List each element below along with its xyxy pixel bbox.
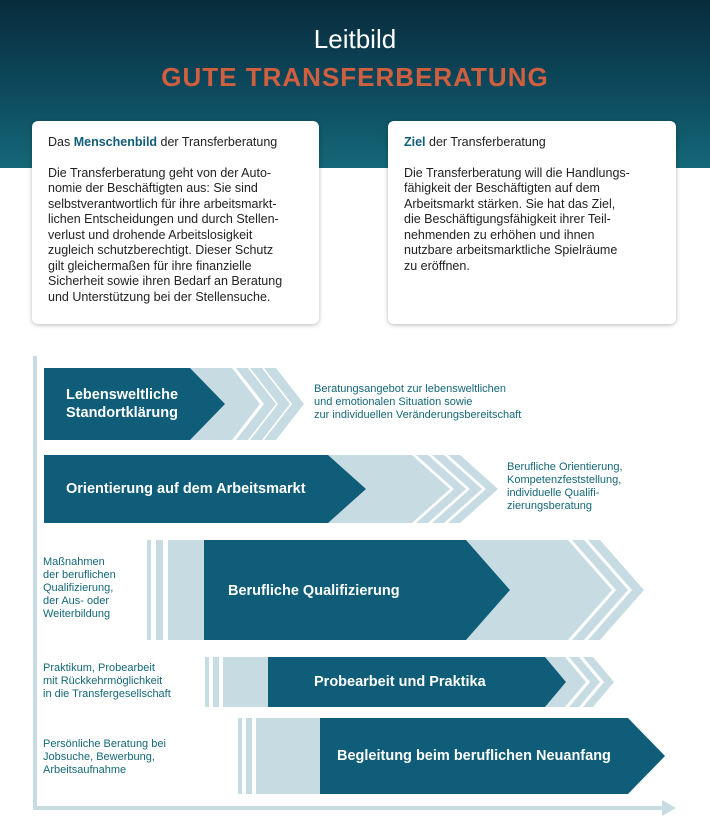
page-title: Leitbild bbox=[313, 24, 397, 54]
card-menschenbild-body: Die Transferberatung geht von der Auto- nomie der Beschäftigten aus: Sie sind selbstverantwortlich für ihre arbeitsmarkt- lichen Entscheidungen und durch Stellen- verlust und drohende Arbeitslosigkeit zugleich schutzberechtigt. Dieser Schutz gilt gleichermaßen für ihre finanzielle Sicherheit sowie ihren Bedarf an Beratung und Unterstützung bei der Stellensuche. bbox=[48, 165, 283, 304]
page-subtitle: GUTE TRANSFERBERATUNG bbox=[161, 62, 549, 92]
card-ziel-body: Die Transferberatung will die Handlungs- fähigkeit der Beschäftigten auf dem Arbeitsmarkt stärken. Sie hat das Ziel, die Beschäftigungsfähigkeit ihrer Teil- nehmenden zu erhöhen und ihnen nutzbare arbeitsmarktliche Spielräume zu eröffnen. bbox=[404, 165, 630, 273]
stage-1-label: Lebensweltliche Standortklärung bbox=[66, 387, 179, 421]
card-menschenbild bbox=[32, 121, 319, 324]
stage-2-label: Orientierung auf dem Arbeitsmarkt bbox=[66, 481, 306, 497]
stage-3-label: Berufliche Qualifizierung bbox=[228, 583, 400, 599]
stage-3-description: Maßnahmen der beruflichen Qualifizierung, der Aus- oder Weiterbildung bbox=[43, 556, 116, 620]
stage-5-label: Begleitung beim beruflichen Neuanfang bbox=[337, 748, 611, 764]
card-ziel-highlight: Ziel bbox=[404, 135, 426, 149]
time-axis-arrowhead bbox=[662, 800, 676, 816]
card-menschenbild-heading: Das Menschenbild der Transferberatung bbox=[48, 135, 278, 149]
stage-4-label: Probearbeit und Praktika bbox=[314, 674, 486, 690]
card-menschenbild-highlight: Menschenbild bbox=[73, 135, 158, 149]
stage-2-description: Berufliche Orientierung, Kompetenzfeststellung, individuelle Qualifi- zierungsberatung bbox=[507, 461, 623, 512]
card-ziel-heading: Ziel der Transferberatung bbox=[404, 135, 546, 149]
card-ziel bbox=[388, 121, 676, 324]
stage-4-description: Praktikum, Probearbeit mit Rückkehrmöglichkeit in die Transfergesellschaft bbox=[43, 662, 171, 700]
stage-5-description: Persönliche Beratung bei Jobsuche, Bewerbung, Arbeitsaufnahme bbox=[43, 738, 166, 776]
stage-1-description: Beratungsangebot zur lebensweltlichen und emotionalen Situation sowie zur individuellen Veränderungsbereitschaft bbox=[314, 383, 522, 421]
stage-row-5 bbox=[238, 718, 320, 794]
